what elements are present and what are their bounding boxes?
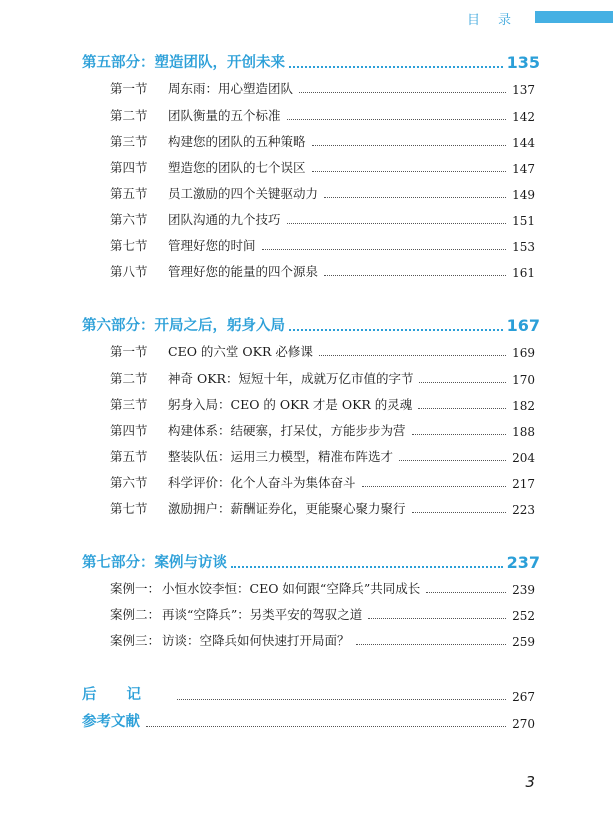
entry-page: 147: [512, 162, 535, 176]
toc-entry-afterword[interactable]: [82, 684, 535, 704]
entry-page: 137: [512, 83, 535, 97]
toc-entry[interactable]: [110, 79, 535, 97]
entry-title: 团队衡量的五个标准: [168, 108, 281, 123]
entry-title: 整装队伍：运用三力模型，精准布阵选才: [168, 449, 394, 464]
entry-page: 270: [512, 717, 535, 731]
entry-page: 149: [512, 188, 535, 202]
header-label: 目录: [466, 13, 529, 28]
entry-page: 169: [512, 346, 535, 360]
dot-leader: [289, 66, 503, 68]
entry-page: 217: [512, 477, 535, 491]
entry-label: 第二节: [110, 371, 148, 386]
toc-entry[interactable]: [110, 421, 535, 439]
entry-label: 第三节: [110, 134, 148, 149]
dot-leader: [299, 92, 506, 93]
entry-label: 案例一：: [110, 581, 161, 596]
entry-page: 259: [512, 635, 535, 649]
part-title: 第七部分：案例与访谈: [82, 555, 227, 571]
entry-title: CEO 的六堂 OKR 必修课: [168, 344, 313, 359]
entry-title: 员工激励的四个关键驱动力: [168, 186, 319, 201]
toc-entry[interactable]: [110, 579, 535, 597]
toc-entry[interactable]: [110, 499, 535, 517]
entry-title: 管理好您的时间: [168, 238, 256, 253]
toc-entry[interactable]: [110, 132, 535, 150]
part-title: 第六部分：开局之后，躬身入局: [82, 318, 285, 334]
toc-entry[interactable]: [110, 210, 535, 228]
entry-label: 第一节: [110, 81, 148, 96]
dot-leader: [319, 355, 506, 356]
entry-label: 案例三：: [110, 633, 161, 648]
dot-leader: [412, 434, 507, 435]
header-accent-bar: [535, 11, 613, 23]
entry-title: 神奇 OKR：短短十年，成就万亿市值的字节: [168, 371, 414, 386]
entry-title: 访谈：空降兵如何快速打开局面？: [162, 633, 350, 648]
toc-entry[interactable]: [110, 473, 535, 491]
dot-leader: [412, 512, 507, 513]
dot-leader: [287, 223, 507, 224]
toc-entry[interactable]: [110, 184, 535, 202]
dot-leader: [324, 275, 506, 276]
toc-entry[interactable]: [110, 631, 535, 649]
afterword-title: 后记: [82, 687, 171, 703]
dot-leader: [368, 618, 506, 619]
entry-title: 管理好您的能量的四个源泉: [168, 264, 319, 279]
entry-label: 第五节: [110, 186, 148, 201]
dot-leader: [362, 486, 507, 487]
entry-page: 170: [512, 373, 535, 387]
toc-entry[interactable]: [110, 236, 535, 254]
entry-title: 团队沟通的九个技巧: [168, 212, 281, 227]
entry-page: 161: [512, 266, 535, 280]
toc-entry[interactable]: [110, 342, 535, 360]
part-heading[interactable]: [82, 315, 540, 335]
part-heading[interactable]: [82, 552, 540, 572]
entry-page: 153: [512, 240, 535, 254]
entry-page: 188: [512, 425, 535, 439]
dot-leader: [289, 329, 503, 331]
entry-title: 周东雨：用心塑造团队: [168, 81, 294, 96]
dot-leader: [399, 460, 506, 461]
entry-page: 239: [512, 583, 535, 597]
part-page: 135: [506, 53, 540, 72]
dot-leader: [426, 592, 506, 593]
references-title: 参考文献: [82, 714, 140, 730]
part-page: 237: [506, 553, 540, 572]
entry-page: 151: [512, 214, 535, 228]
entry-title: 躬身入局：CEO 的 OKR 才是 OKR 的灵魂: [168, 397, 413, 412]
dot-leader: [419, 382, 506, 383]
entry-page: 267: [512, 690, 535, 704]
entry-title: 塑造您的团队的七个误区: [168, 160, 306, 175]
entry-label: 第一节: [110, 344, 148, 359]
toc-entry-references[interactable]: [82, 711, 535, 731]
toc-entry[interactable]: [110, 395, 535, 413]
toc-entry[interactable]: [110, 447, 535, 465]
entry-label: 第三节: [110, 397, 148, 412]
entry-label: 案例二：: [110, 607, 161, 622]
entry-title: 激励拥户：薪酬证券化，更能聚心聚力聚行: [168, 501, 406, 516]
dot-leader: [146, 726, 506, 727]
toc-entry[interactable]: [110, 106, 535, 124]
toc-entry[interactable]: [110, 158, 535, 176]
entry-page: 144: [512, 136, 535, 150]
page-number: 3: [525, 773, 535, 791]
entry-label: 第四节: [110, 423, 148, 438]
toc-entry[interactable]: [110, 262, 535, 280]
part-heading[interactable]: [82, 52, 540, 72]
entry-label: 第四节: [110, 160, 148, 175]
entry-page: 252: [512, 609, 535, 623]
entry-title: 构建您的团队的五种策略: [168, 134, 306, 149]
dot-leader: [231, 566, 503, 568]
dot-leader: [287, 119, 507, 120]
toc-entry[interactable]: [110, 605, 535, 623]
entry-label: 第七节: [110, 501, 148, 516]
entry-label: 第七节: [110, 238, 148, 253]
dot-leader: [312, 145, 507, 146]
entry-title: 构建体系：结硬寨，打呆仗，方能步步为营: [168, 423, 406, 438]
entry-title: 再谈“空降兵”：另类平安的驾驭之道: [162, 607, 363, 622]
dot-leader: [356, 644, 507, 645]
entry-label: 第五节: [110, 449, 148, 464]
entry-label: 第二节: [110, 108, 148, 123]
entry-page: 142: [512, 110, 535, 124]
entry-label: 第八节: [110, 264, 148, 279]
toc-entry[interactable]: [110, 369, 535, 387]
entry-page: 204: [512, 451, 535, 465]
entry-title: 科学评价：化个人奋斗为集体奋斗: [168, 475, 356, 490]
entry-page: 182: [512, 399, 535, 413]
dot-leader: [262, 249, 507, 250]
entry-title: 小恒水饺李恒：CEO 如何跟“空降兵”共同成长: [162, 581, 421, 596]
dot-leader: [418, 408, 506, 409]
entry-page: 223: [512, 503, 535, 517]
dot-leader: [177, 699, 506, 700]
part-page: 167: [506, 316, 540, 335]
dot-leader: [312, 171, 507, 172]
entry-label: 第六节: [110, 212, 148, 227]
part-title: 第五部分：塑造团队，开创未来: [82, 55, 285, 71]
entry-label: 第六节: [110, 475, 148, 490]
dot-leader: [324, 197, 506, 198]
running-header: [0, 10, 613, 26]
